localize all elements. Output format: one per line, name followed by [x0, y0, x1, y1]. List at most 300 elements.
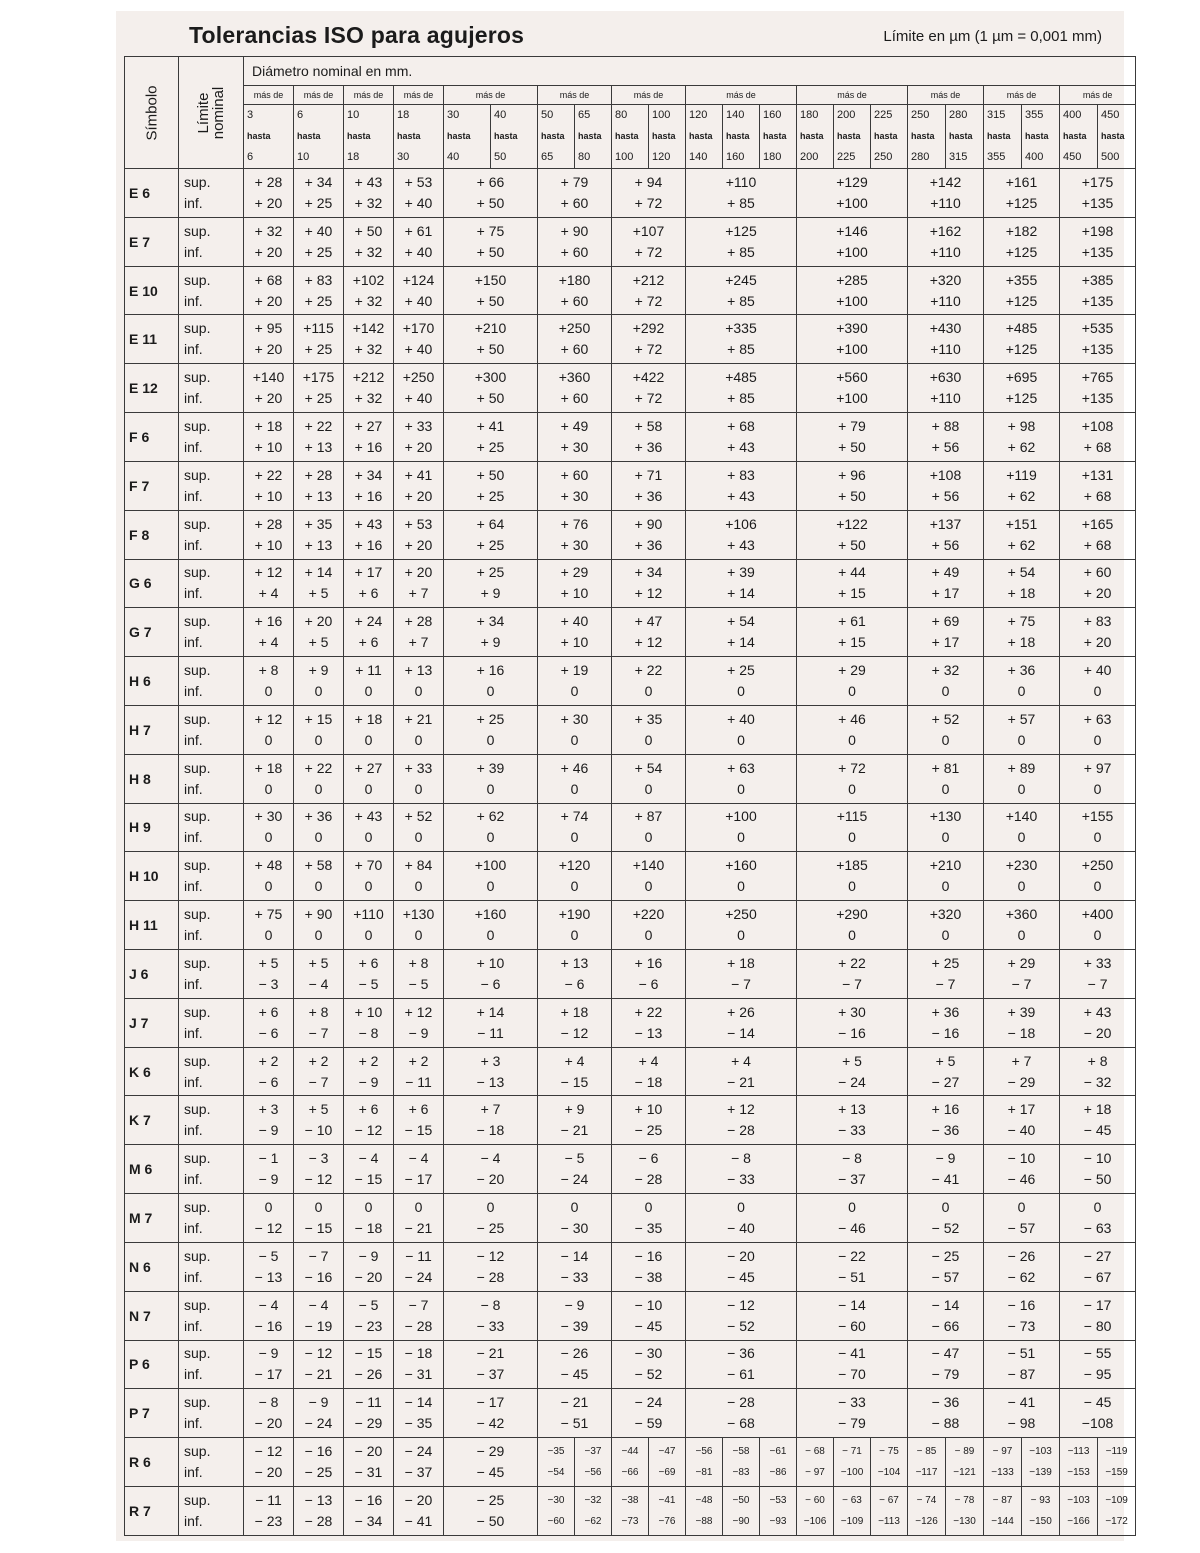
value-sup: +485 [1005, 320, 1038, 337]
value-inf: 0 [314, 683, 323, 700]
value-sup: − 12 [476, 1247, 505, 1264]
value-inf: − 23 [254, 1512, 283, 1529]
value-sup: + 75 [1007, 613, 1036, 630]
value-cell [797, 754, 908, 803]
value-inf: − 15 [354, 1171, 383, 1188]
limit-sup: sup. [184, 1296, 211, 1313]
value-inf: + 85 [727, 292, 755, 309]
range-to: 180 [763, 151, 782, 163]
value-inf: − 18 [354, 1219, 383, 1236]
range-to: 30 [397, 151, 410, 163]
value-inf: − 9 [258, 1122, 279, 1139]
range-from: 3 [247, 109, 254, 121]
value-inf: − 35 [634, 1219, 663, 1236]
value-cell [686, 217, 797, 266]
value-inf: − 7 [1011, 975, 1032, 992]
value-cell [394, 559, 444, 608]
value-sup: + 21 [404, 710, 433, 727]
value-sup: +106 [725, 515, 757, 532]
value-cell [908, 1096, 984, 1145]
value-sup: + 54 [727, 613, 755, 630]
value-sup: + 29 [560, 564, 589, 581]
value-inf: 0 [570, 829, 579, 846]
value-inf: 0 [848, 731, 856, 748]
value-inf: + 72 [634, 194, 663, 211]
range-from: 6 [297, 109, 304, 121]
value-cell [294, 1194, 344, 1243]
value-sup: + 41 [404, 466, 433, 483]
value-cell [908, 1291, 984, 1340]
value-sup: 0 [737, 1198, 745, 1215]
value-sup: −61 [769, 1446, 787, 1458]
value-sup: + 7 [480, 1101, 501, 1118]
value-sup: + 12 [254, 710, 283, 727]
value-inf: 0 [264, 780, 273, 797]
value-sup: +100 [474, 857, 507, 874]
range-hasta: hasta [837, 131, 861, 141]
limit-inf: inf. [184, 1219, 203, 1236]
range-hasta: hasta [247, 131, 271, 141]
header-range [1098, 105, 1136, 169]
value-cell [686, 1291, 797, 1340]
value-cell [344, 901, 394, 950]
value-sup: +137 [929, 515, 962, 532]
value-sup: +250 [402, 369, 435, 386]
value-sup: + 89 [1007, 759, 1036, 776]
value-inf: + 30 [560, 536, 589, 553]
value-sup: + 13 [404, 662, 433, 679]
value-cell [394, 1389, 444, 1438]
row-symbol: E 11 [125, 315, 179, 364]
value-cell [538, 705, 612, 754]
value-sup: + 64 [476, 515, 505, 532]
value-inf: 0 [486, 927, 495, 944]
table-row [125, 950, 1136, 999]
value-cell [344, 1194, 394, 1243]
header-range [834, 105, 871, 169]
header-limit-label: Límite nominal [195, 86, 227, 139]
row-symbol: P 6 [125, 1340, 179, 1389]
value-cell [444, 413, 538, 462]
value-sup: +210 [474, 320, 507, 337]
value-sup: − 26 [1007, 1247, 1036, 1264]
range-from: 10 [347, 109, 360, 121]
value-inf: − 29 [354, 1415, 383, 1432]
range-from: 140 [726, 109, 745, 121]
value-sup: − 30 [634, 1345, 663, 1362]
value-sup: − 41 [1007, 1394, 1036, 1411]
value-sup: + 29 [1007, 954, 1036, 971]
value-sup: + 18 [354, 710, 383, 727]
value-sup: +300 [474, 369, 507, 386]
value-cell [908, 217, 984, 266]
value-sup: + 8 [1087, 1052, 1108, 1069]
range-from: 225 [874, 109, 893, 121]
value-sup: − 97 [992, 1446, 1013, 1458]
value-sup: − 4 [480, 1150, 501, 1167]
limit-labels [179, 657, 244, 706]
value-inf: 0 [314, 780, 323, 797]
value-inf: − 16 [304, 1268, 333, 1285]
value-sup: −113 [1067, 1446, 1090, 1458]
value-inf: −88 [695, 1515, 713, 1527]
header-range [1060, 105, 1098, 169]
value-sup: − 4 [258, 1296, 279, 1313]
value-cell [344, 1438, 394, 1487]
value-cell [244, 1096, 294, 1145]
header-range [575, 105, 612, 169]
limit-labels [179, 1047, 244, 1096]
value-sup: + 22 [634, 1003, 663, 1020]
row-symbol: K 6 [125, 1047, 179, 1096]
value-sup: + 22 [254, 466, 283, 483]
value-cell [797, 315, 908, 364]
value-cell [797, 364, 908, 413]
value-sup: +125 [725, 222, 757, 239]
value-inf: −54 [547, 1467, 565, 1479]
value-cell [444, 364, 538, 413]
tolerance-table [124, 56, 1136, 1536]
value-sup: +385 [1081, 271, 1114, 288]
value-sup: + 90 [304, 906, 333, 923]
value-inf: − 6 [480, 975, 501, 992]
value-inf: + 40 [404, 194, 433, 211]
value-cell [444, 461, 538, 510]
value-sup: + 62 [476, 808, 505, 825]
table-row [125, 705, 1136, 754]
value-inf: 0 [364, 927, 373, 944]
value-inf: −66 [621, 1467, 639, 1479]
value-inf: 0 [941, 927, 950, 944]
range-to: 450 [1063, 151, 1082, 163]
value-cell [686, 364, 797, 413]
value-cell [686, 803, 797, 852]
limit-sup: sup. [184, 1491, 211, 1508]
value-inf: − 70 [838, 1366, 866, 1383]
value-cell [575, 1438, 612, 1487]
value-sup: + 9 [564, 1101, 585, 1118]
value-cell [834, 1486, 871, 1535]
value-sup: − 74 [916, 1494, 937, 1506]
value-inf: 0 [1093, 780, 1102, 797]
header-range [1022, 105, 1060, 169]
value-sup: +140 [252, 369, 285, 386]
header-range [394, 105, 444, 169]
range-hasta: hasta [1063, 131, 1087, 141]
limit-labels [179, 461, 244, 510]
value-inf: + 25 [476, 536, 505, 553]
header-mas-de: más de [797, 86, 908, 105]
limit-sup: sup. [184, 1443, 211, 1460]
value-inf: + 13 [304, 438, 333, 455]
value-cell [984, 266, 1060, 315]
value-cell [444, 1486, 538, 1535]
value-sup: +400 [1081, 906, 1114, 923]
value-cell [797, 657, 908, 706]
value-sup: + 18 [560, 1003, 589, 1020]
value-inf: 0 [414, 878, 423, 895]
value-sup: +140 [632, 857, 665, 874]
value-inf: −81 [695, 1467, 713, 1479]
value-inf: − 45 [560, 1366, 589, 1383]
value-cell [444, 217, 538, 266]
value-sup: + 5 [842, 1052, 862, 1069]
value-sup: + 16 [634, 954, 663, 971]
value-cell [797, 705, 908, 754]
range-from: 50 [541, 109, 554, 121]
value-sup: + 26 [727, 1003, 755, 1020]
value-cell [908, 1340, 984, 1389]
value-inf: − 28 [476, 1268, 505, 1285]
value-inf: + 16 [354, 487, 383, 504]
value-inf: − 38 [634, 1268, 663, 1285]
value-cell [538, 1340, 612, 1389]
value-cell [444, 1194, 538, 1243]
value-cell [394, 1047, 444, 1096]
value-inf: 0 [486, 878, 495, 895]
limit-labels [179, 217, 244, 266]
value-sup: + 8 [258, 662, 279, 679]
value-cell [244, 413, 294, 462]
table-row [125, 1242, 1136, 1291]
value-sup: + 46 [838, 710, 866, 727]
row-symbol: J 6 [125, 950, 179, 999]
limit-sup: sup. [184, 417, 211, 434]
value-cell [394, 169, 444, 218]
limit-sup: sup. [184, 613, 211, 630]
value-sup: + 18 [1083, 1101, 1112, 1118]
value-cell [538, 1486, 575, 1535]
value-cell [908, 1242, 984, 1291]
value-cell [538, 1389, 612, 1438]
row-symbol: K 7 [125, 1096, 179, 1145]
value-inf: + 72 [634, 243, 663, 260]
value-sup: − 7 [308, 1247, 329, 1264]
value-sup: +250 [725, 906, 757, 923]
value-inf: 0 [1017, 878, 1026, 895]
value-cell [344, 608, 394, 657]
value-sup: −56 [695, 1446, 713, 1458]
value-cell [612, 315, 686, 364]
value-cell [244, 559, 294, 608]
value-inf: − 29 [1007, 1073, 1036, 1090]
value-cell [394, 608, 444, 657]
value-sup: + 19 [560, 662, 589, 679]
value-sup: − 20 [354, 1443, 383, 1460]
value-sup: + 22 [304, 759, 333, 776]
value-sup: +110 [353, 906, 384, 923]
value-sup: − 28 [727, 1394, 755, 1411]
value-inf: 0 [737, 878, 745, 895]
limit-labels [179, 950, 244, 999]
value-inf: − 42 [476, 1415, 505, 1432]
value-sup: + 13 [838, 1101, 866, 1118]
value-inf: + 30 [560, 438, 589, 455]
value-cell [1098, 1486, 1136, 1535]
value-sup: − 26 [560, 1345, 589, 1362]
value-cell [797, 1096, 908, 1145]
value-sup: + 27 [354, 417, 383, 434]
value-sup: + 10 [476, 954, 505, 971]
value-inf: − 10 [304, 1122, 333, 1139]
value-cell [686, 266, 797, 315]
value-inf: − 20 [354, 1268, 383, 1285]
value-inf: + 7 [408, 634, 429, 651]
value-cell [244, 1389, 294, 1438]
value-inf: +110 [930, 243, 961, 260]
value-sup: + 34 [634, 564, 663, 581]
value-cell [575, 1486, 612, 1535]
value-cell [797, 413, 908, 462]
value-cell [612, 998, 686, 1047]
limit-inf: inf. [184, 438, 203, 455]
value-inf: + 15 [838, 634, 866, 651]
value-sup: + 6 [358, 1101, 379, 1118]
value-cell [612, 217, 686, 266]
value-cell [244, 1438, 294, 1487]
range-to: 280 [911, 151, 930, 163]
value-cell [538, 1242, 612, 1291]
value-sup: − 10 [634, 1296, 663, 1313]
range-to: 160 [726, 151, 745, 163]
range-hasta: hasta [541, 131, 565, 141]
value-inf: − 73 [1007, 1317, 1036, 1334]
value-sup: + 57 [1007, 710, 1036, 727]
value-cell [538, 364, 612, 413]
header-mas-de: más de [984, 86, 1060, 105]
value-inf: + 60 [560, 292, 589, 309]
value-sup: + 71 [634, 466, 663, 483]
value-sup: − 9 [564, 1296, 585, 1313]
value-inf: −90 [732, 1515, 750, 1527]
value-sup: +160 [725, 857, 757, 874]
value-inf: − 21 [560, 1122, 589, 1139]
value-inf: + 9 [480, 634, 501, 651]
value-sup: +161 [1005, 173, 1038, 190]
value-inf: − 50 [476, 1512, 505, 1529]
row-symbol: R 6 [125, 1438, 179, 1487]
value-inf: 0 [486, 780, 495, 797]
value-sup: + 33 [404, 417, 433, 434]
value-cell [294, 510, 344, 559]
range-hasta: hasta [652, 131, 676, 141]
value-inf: + 20 [254, 390, 283, 407]
value-sup: + 54 [1007, 564, 1036, 581]
value-cell [344, 852, 394, 901]
value-cell [538, 559, 612, 608]
limit-inf: inf. [184, 780, 203, 797]
value-cell [908, 413, 984, 462]
value-sup: + 53 [404, 515, 433, 532]
value-sup: − 27 [1083, 1247, 1112, 1264]
value-inf: − 19 [304, 1317, 333, 1334]
header-mas-de: más de [394, 86, 444, 105]
limit-sup: sup. [184, 906, 211, 923]
value-cell [797, 1438, 834, 1487]
limit-inf: inf. [184, 390, 203, 407]
limit-sup: sup. [184, 1150, 211, 1167]
value-cell [908, 315, 984, 364]
value-inf: − 7 [1087, 975, 1108, 992]
value-sup: +360 [558, 369, 591, 386]
value-inf: + 16 [354, 536, 383, 553]
value-inf: + 32 [354, 292, 383, 309]
value-cell [984, 998, 1060, 1047]
value-inf: − 28 [634, 1171, 663, 1188]
value-cell [344, 217, 394, 266]
value-sup: + 3 [258, 1101, 279, 1118]
value-sup: +285 [836, 271, 868, 288]
value-sup: 0 [486, 1198, 495, 1215]
value-sup: + 61 [404, 222, 433, 239]
value-sup: + 35 [304, 515, 333, 532]
value-cell [444, 950, 538, 999]
value-sup: +190 [558, 906, 591, 923]
value-cell [1060, 1291, 1136, 1340]
value-sup: +130 [402, 906, 435, 923]
header-range [908, 105, 946, 169]
value-sup: −32 [584, 1494, 602, 1506]
value-inf: 0 [570, 927, 579, 944]
value-sup: − 5 [358, 1296, 379, 1313]
page-title: Tolerancias ISO para agujeros [189, 22, 525, 48]
value-inf: 0 [264, 829, 273, 846]
value-cell [1060, 950, 1136, 999]
value-sup: − 3 [308, 1150, 329, 1167]
value-sup: + 36 [1007, 662, 1036, 679]
value-cell [1060, 1194, 1136, 1243]
table-row [125, 217, 1136, 266]
value-sup: + 43 [354, 808, 383, 825]
value-cell [344, 657, 394, 706]
value-cell [444, 608, 538, 657]
value-cell [294, 998, 344, 1047]
value-cell [394, 998, 444, 1047]
value-cell [294, 413, 344, 462]
value-inf: − 67 [1083, 1268, 1112, 1285]
value-sup: +212 [632, 271, 665, 288]
value-inf: − 52 [727, 1317, 755, 1334]
limit-inf: inf. [184, 194, 203, 211]
value-cell [394, 950, 444, 999]
table-row [125, 1096, 1136, 1145]
value-inf: − 59 [634, 1415, 663, 1432]
value-cell [612, 169, 686, 218]
value-cell [686, 1389, 797, 1438]
value-cell [686, 1145, 797, 1194]
value-sup: + 88 [931, 417, 960, 434]
limit-sup: sup. [184, 369, 211, 386]
value-cell [444, 1242, 538, 1291]
range-from: 30 [447, 109, 460, 121]
value-sup: + 36 [304, 808, 333, 825]
header-diameter: Diámetro nominal en mm. [244, 57, 1136, 86]
table-row [125, 901, 1136, 950]
value-sup: + 39 [476, 759, 505, 776]
value-sup: + 18 [727, 954, 755, 971]
value-sup: 0 [264, 1198, 273, 1215]
value-inf: + 20 [254, 194, 283, 211]
value-sup: + 54 [634, 759, 663, 776]
value-sup: +320 [929, 906, 962, 923]
value-cell [612, 852, 686, 901]
value-inf: + 14 [727, 585, 755, 602]
value-sup: + 17 [1007, 1101, 1036, 1118]
value-inf: −93 [769, 1515, 787, 1527]
value-cell [686, 1096, 797, 1145]
value-cell [984, 1096, 1060, 1145]
value-inf: − 46 [838, 1219, 866, 1236]
